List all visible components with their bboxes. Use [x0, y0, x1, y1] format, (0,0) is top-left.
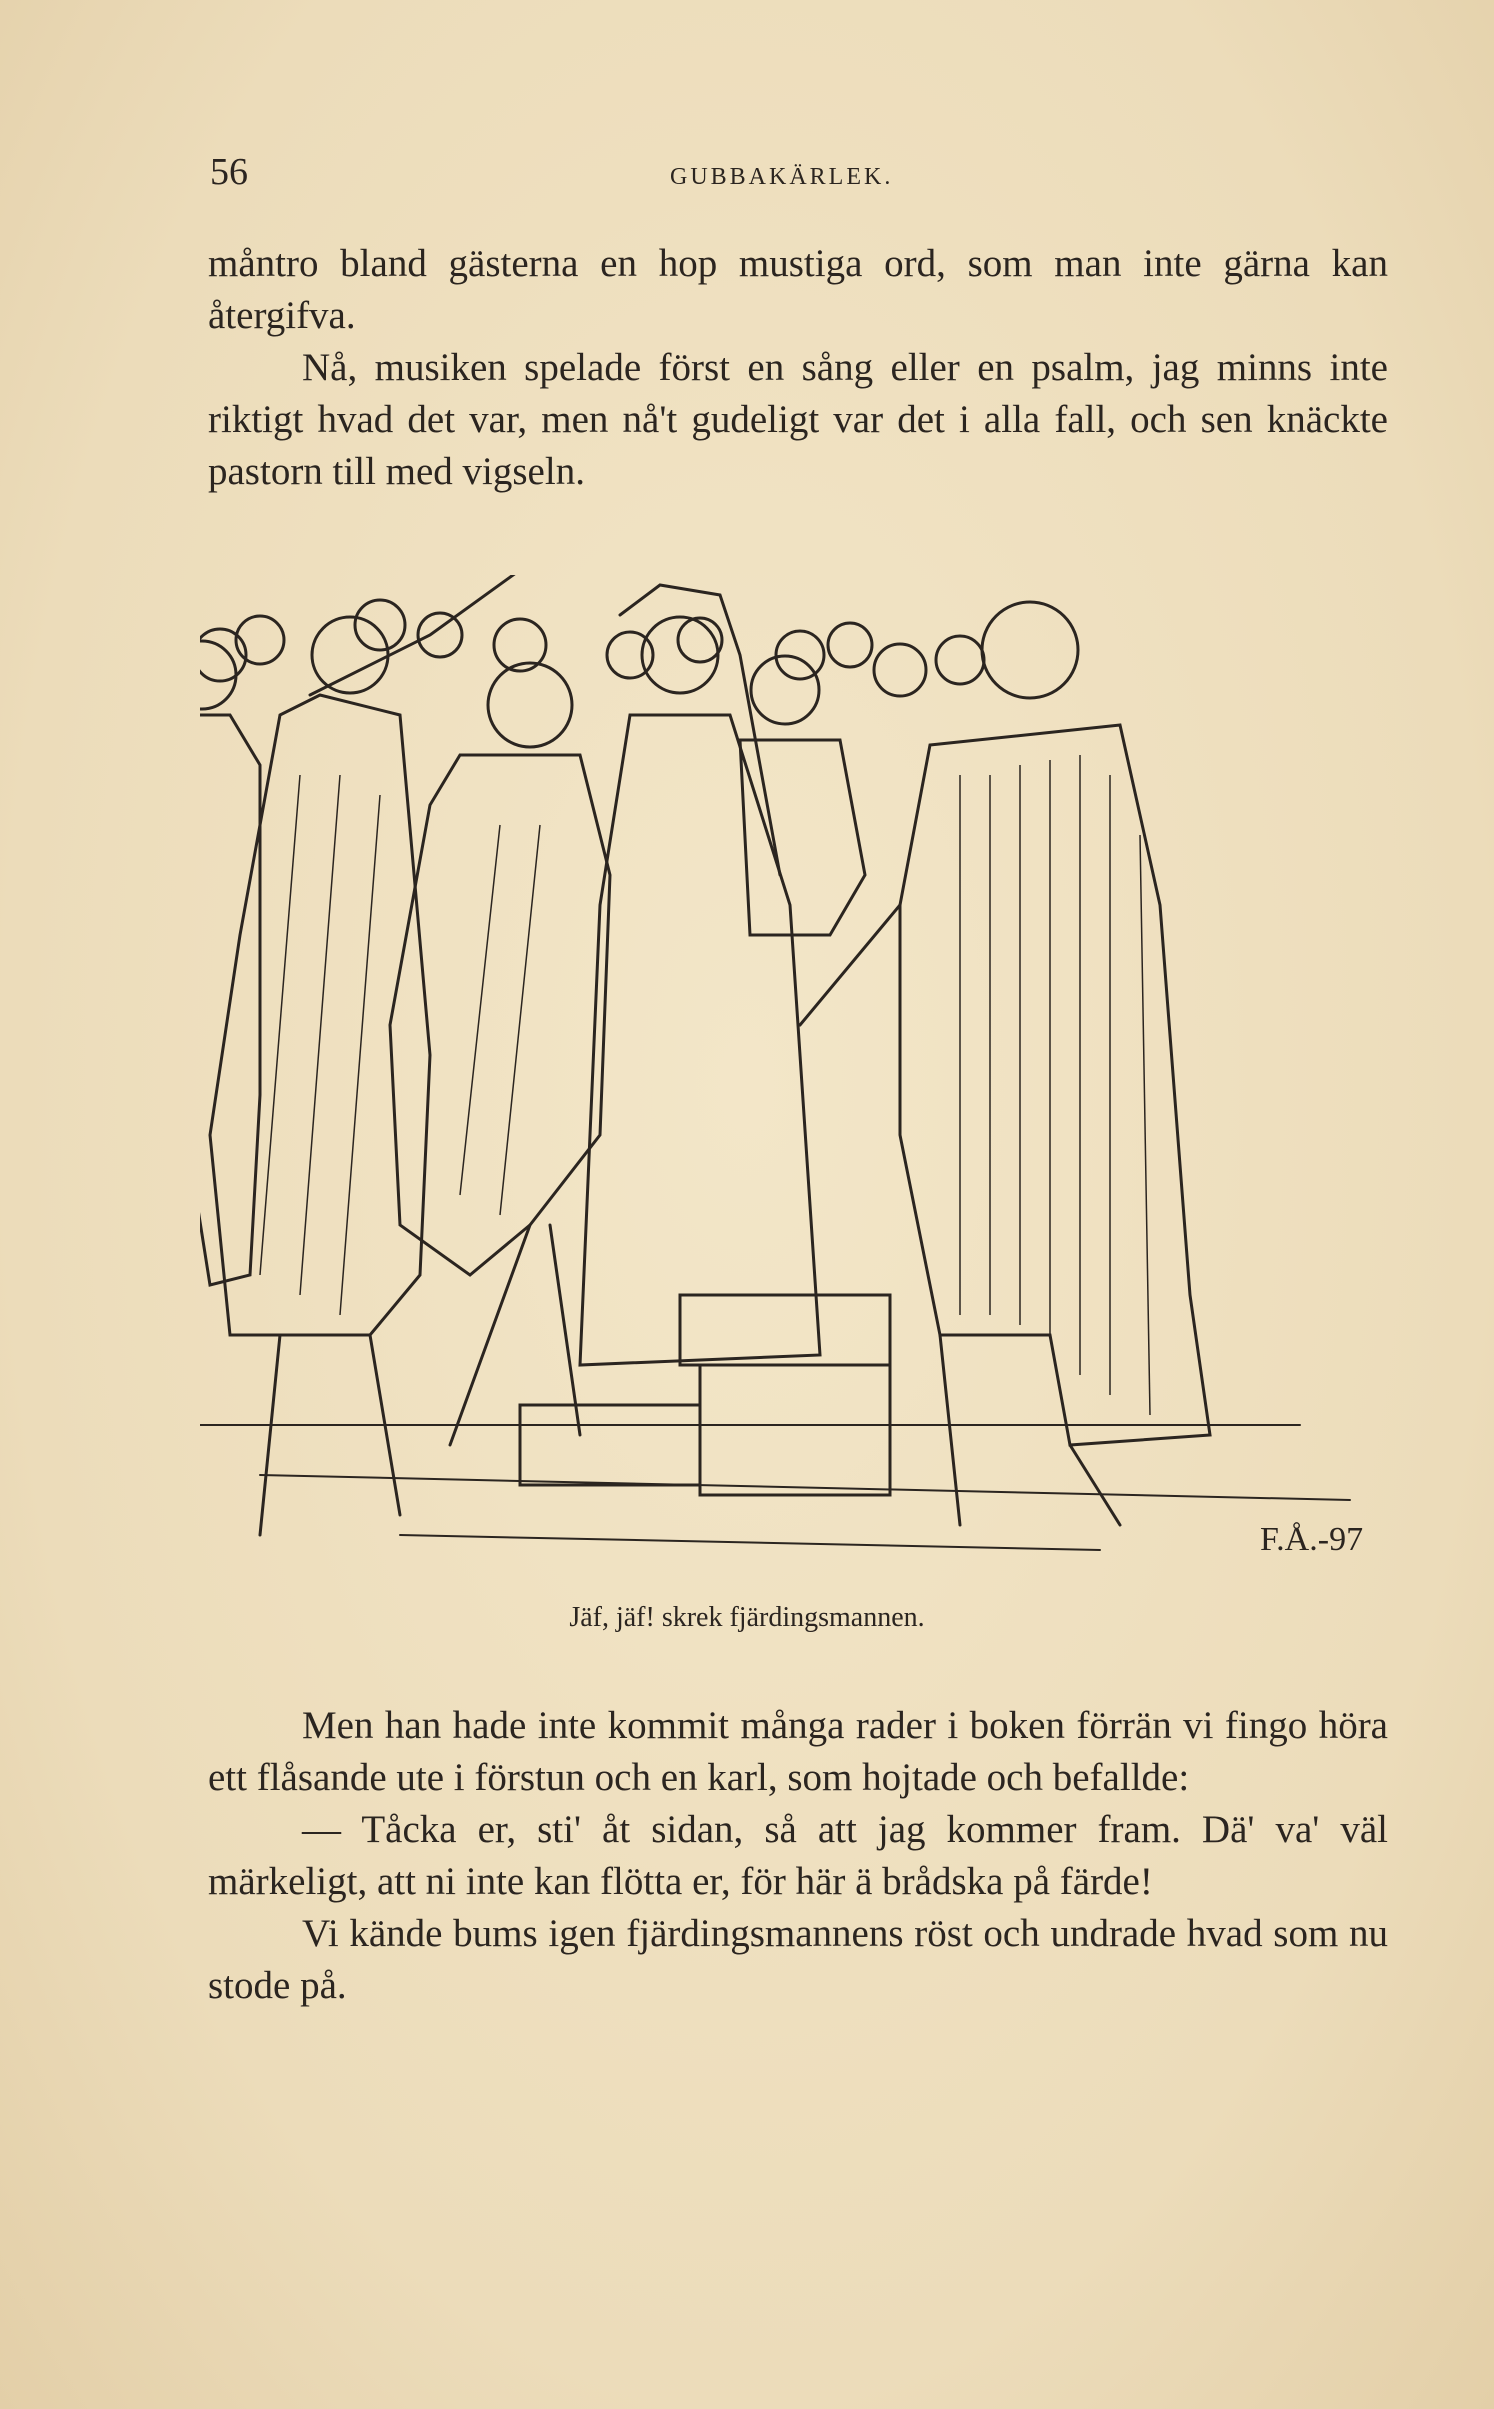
paragraph: måntro bland gästerna en hop mustiga ord, som man inte gärna kan återgifva.	[208, 242, 1388, 337]
top-text	[208, 238, 1388, 498]
paragraph: Nå, musiken spelade först en sång eller en psalm, jag minns inte riktigt hvad det var, men nå't gudeligt var det i alla fall, och sen knäckte pastorn till med vigseln.	[208, 346, 1388, 493]
paragraph: — Tåcka er, sti' åt sidan, så att jag kommer fram. Dä' va' väl märkeligt, att ni inte kan flötta er, för här ä brådska på färde!	[208, 1808, 1388, 1903]
paragraph: Men han hade inte kommit många rader i boken förrän vi fingo höra ett flåsande ute i förstun och en karl, som hojtade och befallde:	[208, 1704, 1388, 1799]
illustration-drawing	[200, 575, 1400, 1595]
page-number: 56	[210, 151, 248, 193]
page-header	[210, 150, 1390, 200]
paragraph: Vi kände bums igen fjärdingsmannens röst och undrade hvad som nu stode på.	[208, 1912, 1388, 2007]
running-title: GUBBAKÄRLEK.	[670, 164, 894, 190]
wedding-illustration	[200, 575, 1400, 1595]
figure-caption: Jäf, jäf! skrek fjärdingsmannen.	[569, 1602, 925, 1633]
artist-signature: F.Å.-97	[1260, 1521, 1364, 1558]
bottom-text	[208, 1700, 1388, 2012]
